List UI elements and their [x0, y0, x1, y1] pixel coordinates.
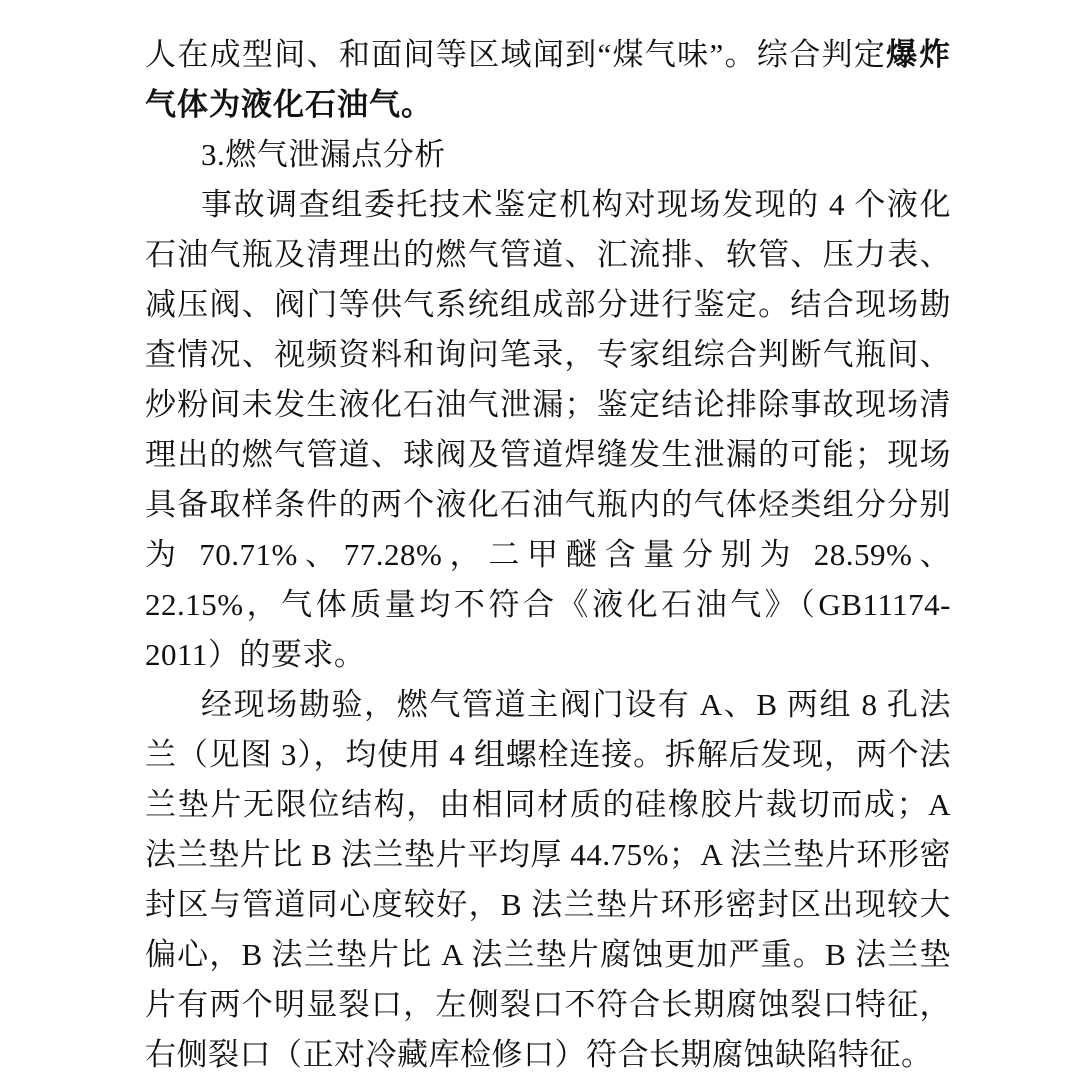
text-segment: 事故调查组委托技术鉴定机构对现场发现的 4 个液化石油气瓶及清理出的燃气管道、汇流排、软管、压力表、减压阀、阀门等供气系统组成部分进行鉴定。结合现场勘查情况、视频资料和询问笔录，专家组综合判断气瓶间、炒粉间未发生液化石油气泄漏；鉴定结论排除事故现场清理出的燃气管道、球阀及管道焊缝发生泄漏的可能；现场具备取样条件的两个液化石油气瓶内的气体烃类组分分别为 70.71%、77.28%，二甲醚含量分别为 28.59%、22.15%，气体质量均不符合《液化石油气》（GB11174-2011）的要求。 [145, 187, 951, 672]
paragraph-continuation-conclusion [145, 30, 951, 130]
text-segment: 经现场勘验，燃气管道主阀门设有 A、B 两组 8 孔法兰（见图 3），均使用 4 组螺栓连接。拆解后发现，两个法兰垫片无限位结构，由相同材质的硅橡胶片裁切而成；A 法兰垫片比 B 法兰垫片平均厚 44.75%；A 法兰垫片环形密封区与管道同心度较好，B 法兰垫片环形密封区出现较大偏心，B 法兰垫片比 A 法兰垫片腐蚀更加严重。B 法兰垫片有两个明显裂口，左侧裂口不符合长期腐蚀裂口特征，右侧裂口（正对冷藏库检修口）符合长期腐蚀缺陷特征。 [145, 687, 951, 1072]
paragraph-flange-inspection [145, 680, 951, 1080]
paragraph-appraisal-findings [145, 180, 951, 680]
text-segment: 人在成型间、和面间等区域闻到“煤气味”。综合判定 [145, 37, 887, 72]
document-body [145, 30, 951, 1080]
heading-gas-leak-point-analysis [145, 130, 951, 180]
bold-text-segment: 爆炸气体为液化石油气。 [145, 37, 951, 122]
text-segment: 3.燃气泄漏点分析 [201, 137, 446, 172]
